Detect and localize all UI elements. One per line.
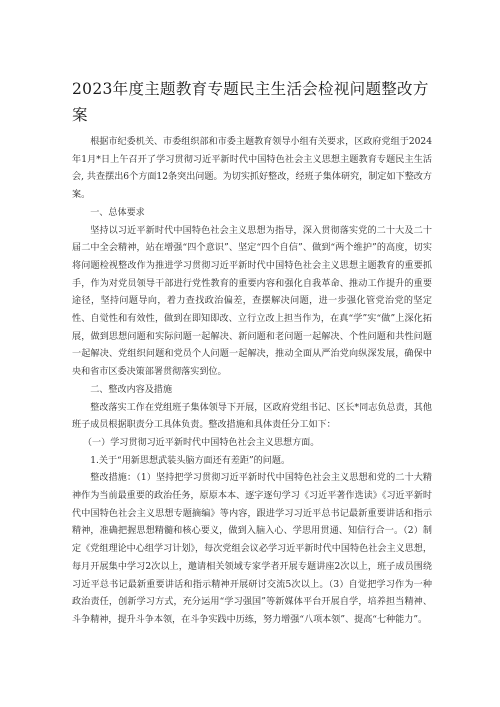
subsection-heading: （一）学习贯彻习近平新时代中国特色社会主义思想方面。	[82, 437, 320, 448]
issue-item: 1.关于“用新思想武装头脑方面还有差距”的问题。	[90, 455, 291, 466]
section-heading: 二、整改内容及措施	[90, 384, 173, 395]
document-title: 2023年度主题教育专题民主生活会检视问题整改方案	[72, 80, 429, 124]
body-paragraph: 根据市纪委机关、市委组织部和市委主题教育领导小组有关要求，区政府党组于2024年1月*日上午召开了学习贯彻习近平新时代中国特色社会主义思想主题教育专题民主生活会, 共查摆出6个方面12条突出问题。为切实抓好整改，经班子集体研究，制定如下整改方案。	[72, 137, 432, 201]
body-paragraph: 整改落实工作在党组班子集体领导下开展，区政府党组书记、区长*同志负总责，其他班子成员根据职责分工具体负责。整改措施和具体责任分工如下：	[72, 402, 432, 431]
section-heading: 一、总体要求	[90, 207, 145, 218]
body-paragraph: 坚持以习近平新时代中国特色社会主义思想为指导，深入贯彻落实党的二十大及二十届二中全会精神，站在增强“四个意识”、坚定“四个自信”、做到“两个维护”的高度，切实将问题检视整改作为推进学习贯彻习近平新时代中国特色社会主义思想主题教育的重要抓手，作为对党员领导干部进行党性教育的重要内容和强化自我革命、推动工作提升的重要途径，坚持问题导向，着力查找政治偏差，查摆解决问题，进一步强化管党治党的坚定性、自觉性和有效性，做到在即知即改、立行立改上担当作为，在真“学”实“做”上深化拓展，做到思想问题和实际问题一起解决、新问题和老问题一起解决、个性问题和共性问题一起解决、党组织问题和党员个人问题一起解决，推动全面从严治党向纵深发展，确保中央和省市区委决策部署贯彻落实到位。	[72, 225, 432, 378]
body-paragraph: 整改措施：（1）坚持把学习贯彻习近平新时代中国特色社会主义思想和党的二十大精神作为当前最重要的政治任务，原原本本、逐字逐句学习《习近平著作选读》《习近平新时代中国特色社会主义思想专题摘编》等内容，跟进学习习近平总书记最新重要讲话和指示精神，准确把握思想精髓和核心要义，做到入脑入心、学思用贯通、知信行合一。（2）制定《党组理论中心组学习计划》，每次党组会议必学习近平新时代中国特色社会主义思想，每月开展集中学习2次以上，邀请相关领域专家学者开展专题讲座2次以上，班子成员围绕习近平总书记最新重要讲话和指示精神开展研讨交流5次以上。（3）自觉把学习作为一种政治责任，创新学习方式，充分运用“学习强国”等新媒体平台开展自学，培养担当精神、斗争精神，提升斗争本领，在斗争实践中历练，努力增强“八项本领”、提高“七种能力”。	[72, 473, 432, 625]
document-body	[72, 134, 432, 630]
